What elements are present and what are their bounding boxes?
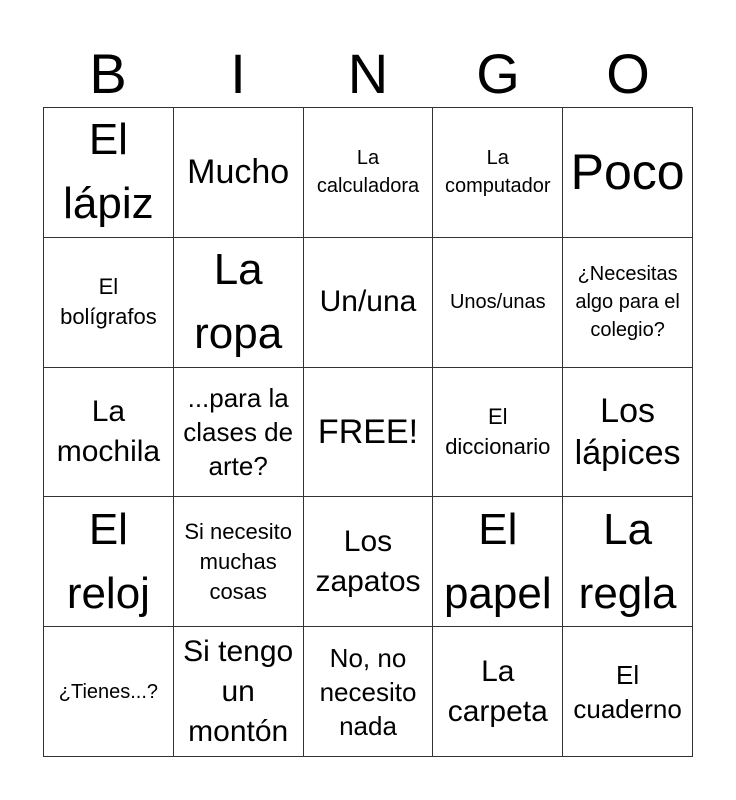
cell-text: FREE! (317, 412, 419, 451)
cell-text: Los zapatos (315, 524, 421, 598)
bingo-cell[interactable] (44, 238, 174, 368)
bingo-cell[interactable] (44, 627, 174, 757)
cell-text: Mucho (187, 153, 290, 192)
bingo-cell[interactable] (174, 238, 304, 368)
cell-text: El cuaderno (573, 659, 682, 724)
cell-text: El papel (443, 504, 552, 618)
bingo-cell[interactable] (44, 368, 174, 498)
bingo-cell[interactable] (433, 627, 563, 757)
cell-text: Un/una (319, 285, 417, 319)
bingo-cell[interactable] (174, 627, 304, 757)
cell-text: La regla (578, 504, 677, 618)
cell-text: La ropa (194, 245, 283, 359)
cell-text: El reloj (66, 504, 150, 618)
cell-text: La calculadora (316, 147, 420, 198)
cell-text: No, no necesito nada (319, 642, 417, 741)
cell-text: La mochila (56, 394, 161, 468)
bingo-cell[interactable] (433, 238, 563, 368)
header-letter-g: G (476, 42, 520, 105)
cell-text: ¿Necesitas algo para el colegio? (575, 263, 680, 342)
bingo-cell[interactable] (433, 108, 563, 238)
bingo-cell[interactable] (174, 108, 304, 238)
cell-text: ...para la clases de arte? (183, 382, 294, 481)
bingo-cell[interactable] (304, 108, 434, 238)
bingo-cell[interactable] (44, 497, 174, 627)
header-letter-n: N (347, 42, 389, 105)
cell-text: El lápiz (63, 115, 154, 229)
bingo-cell[interactable] (44, 108, 174, 238)
cell-text: Unos/unas (449, 291, 546, 314)
bingo-header (43, 42, 693, 106)
cell-text: El bolígrafos (60, 274, 157, 330)
header-letter-i: I (230, 42, 246, 105)
bingo-cell[interactable] (304, 497, 434, 627)
bingo-cell[interactable] (174, 368, 304, 498)
bingo-cell[interactable] (563, 368, 693, 498)
cell-text: ¿Tienes...? (58, 680, 159, 703)
cell-text: Poco (570, 144, 685, 201)
bingo-cell[interactable] (304, 627, 434, 757)
cell-text: El diccionario (445, 403, 551, 459)
header-letter-o: O (606, 42, 650, 105)
bingo-cell[interactable] (304, 238, 434, 368)
bingo-cell[interactable] (563, 627, 693, 757)
cell-text: La carpeta (447, 654, 548, 728)
cell-text: Si necesito muchas cosas (184, 518, 292, 604)
bingo-cell[interactable] (433, 368, 563, 498)
bingo-grid (43, 107, 693, 757)
cell-text: La computador (444, 147, 551, 198)
header-letter-b: B (89, 42, 127, 105)
cell-text: Si tengo un montón (183, 634, 294, 748)
bingo-cell[interactable] (563, 238, 693, 368)
bingo-cell[interactable] (433, 497, 563, 627)
bingo-cell[interactable] (174, 497, 304, 627)
cell-text: Los lápices (574, 391, 681, 472)
bingo-cell[interactable] (304, 368, 434, 498)
bingo-cell[interactable] (563, 497, 693, 627)
bingo-cell[interactable] (563, 108, 693, 238)
